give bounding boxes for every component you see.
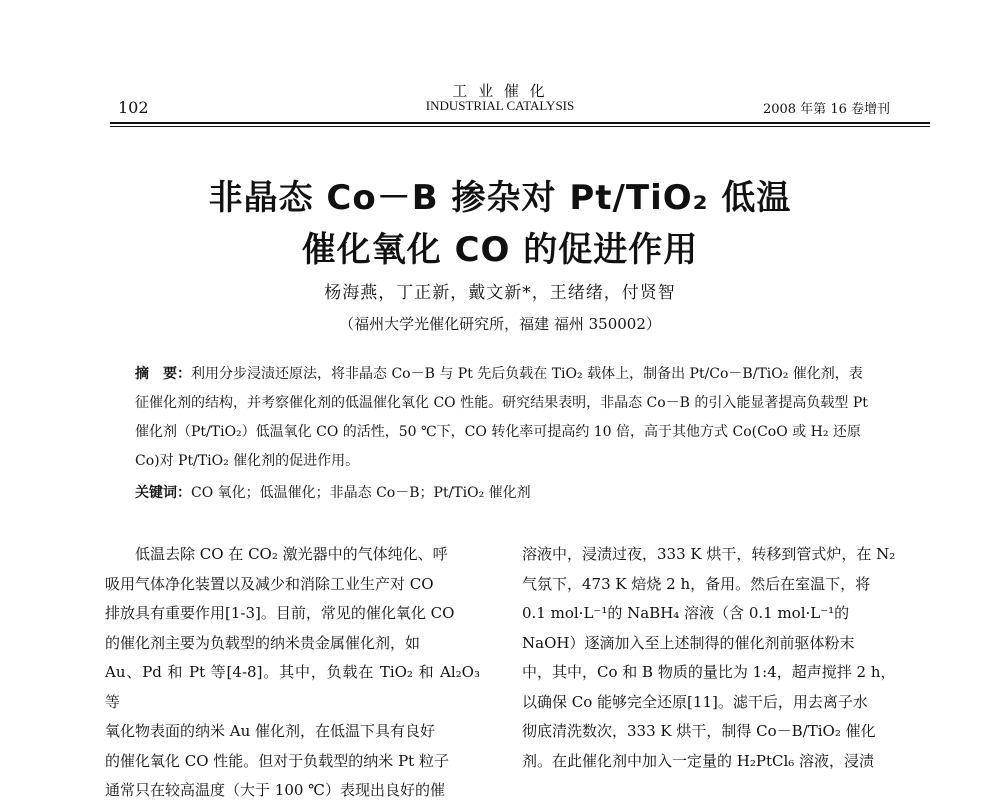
body-line: 的催化剂主要为负载型的纳米贵金属催化剂，如 [105, 633, 421, 652]
body-line: 通常只在较高温度（大于 100 ℃）表现出良好的催 [105, 781, 445, 799]
abstract-label: 摘 要： [135, 366, 191, 382]
body-line: 气氛下，473 K 焙烧 2 h，备用。然后在室温下，将 [522, 574, 871, 593]
body-line: 0.1 mol·L⁻¹的 NaBH₄ 溶液（含 0.1 mol·L⁻¹的 [522, 604, 850, 622]
body-line: Au、Pd 和 Pt 等[4-8]。其中，负载在 TiO₂ 和 Al₂O₃ 等 [105, 663, 480, 711]
body-line: 的催化氧化 CO 性能。但对于负载型的纳米 Pt 粒子 [105, 751, 449, 770]
header-rule-thick [110, 122, 930, 124]
body-line: 溶液中，浸渍过夜，333 K 烘干，转移到管式炉，在 N₂ [522, 545, 896, 563]
body-line: NaOH）逐滴加入至上述制得的催化剂前驱体粉末 [522, 633, 855, 652]
body-line: 吸用气体净化装置以及减少和消除工业生产对 CO [105, 574, 434, 593]
issue-info: 2008 年第 16 卷增刊 [762, 102, 890, 117]
journal-title-en: INDUSTRIAL CATALYSIS [425, 98, 575, 113]
paper-title-line1: 非晶态 Co－B 掺杂对 Pt/TiO₂ 低温 [208, 178, 792, 218]
abstract [135, 360, 875, 476]
affiliation: （福州大学光催化研究所，福建 福州 350002） [339, 315, 661, 333]
body-line: 中，其中，Co 和 B 物质的量比为 1:4，超声搅拌 2 h， [522, 663, 896, 681]
body-line: 低温去除 CO 在 CO₂ 激光器中的气体纯化、呼 [135, 545, 448, 563]
keywords-text: CO 氧化；低温催化；非晶态 Co－B；Pt/TiO₂ 催化剂 [191, 485, 531, 501]
keywords [135, 482, 875, 502]
header-rule-thin [110, 126, 930, 127]
body-line: 氧化物表面的纳米 Au 催化剂，在低温下具有良好 [105, 722, 436, 740]
paper-title-line2: 催化氧化 CO 的促进作用 [301, 230, 699, 270]
body-line: 排放具有重要作用[1-3]。目前，常见的催化氧化 CO [105, 604, 455, 622]
journal-title-cn: 工 业 催 化 [452, 82, 548, 100]
body-column-right [522, 540, 897, 776]
body-line: 彻底清洗数次，333 K 烘干，制得 Co－B/TiO₂ 催化 [522, 722, 876, 740]
body-line: 以确保 Co 能够完全还原[11]。滤干后，用去离子水 [522, 692, 868, 711]
authors: 杨海燕，丁正新，戴文新*，王绪绪，付贤智 [324, 283, 676, 303]
body-line: 剂。在此催化剂中加入一定量的 H₂PtCl₆ 溶液，浸渍 [522, 751, 875, 770]
page-number: 102 [118, 98, 149, 117]
keywords-label: 关键词： [135, 485, 191, 501]
body-column-left [105, 540, 480, 806]
abstract-text: 利用分步浸渍还原法，将非晶态 Co－B 与 Pt 先后负载在 TiO₂ 载体上，制备出 Pt/Co－B/TiO₂ 催化剂，表征催化剂的结构，并考察催化剂的低温催化氧化 CO 性能。研究结果表明，非晶态 Co－B 的引入能显著提高负载型 Pt 催化剂（Pt/TiO₂）低温氧化 CO 的活性，50 ℃下，CO 转化率可提高约 10 倍，高于其他方式 Co(CoO 或 H₂ 还原 Co)对 Pt/TiO₂ 催化剂的促进作用。 [135, 366, 868, 469]
